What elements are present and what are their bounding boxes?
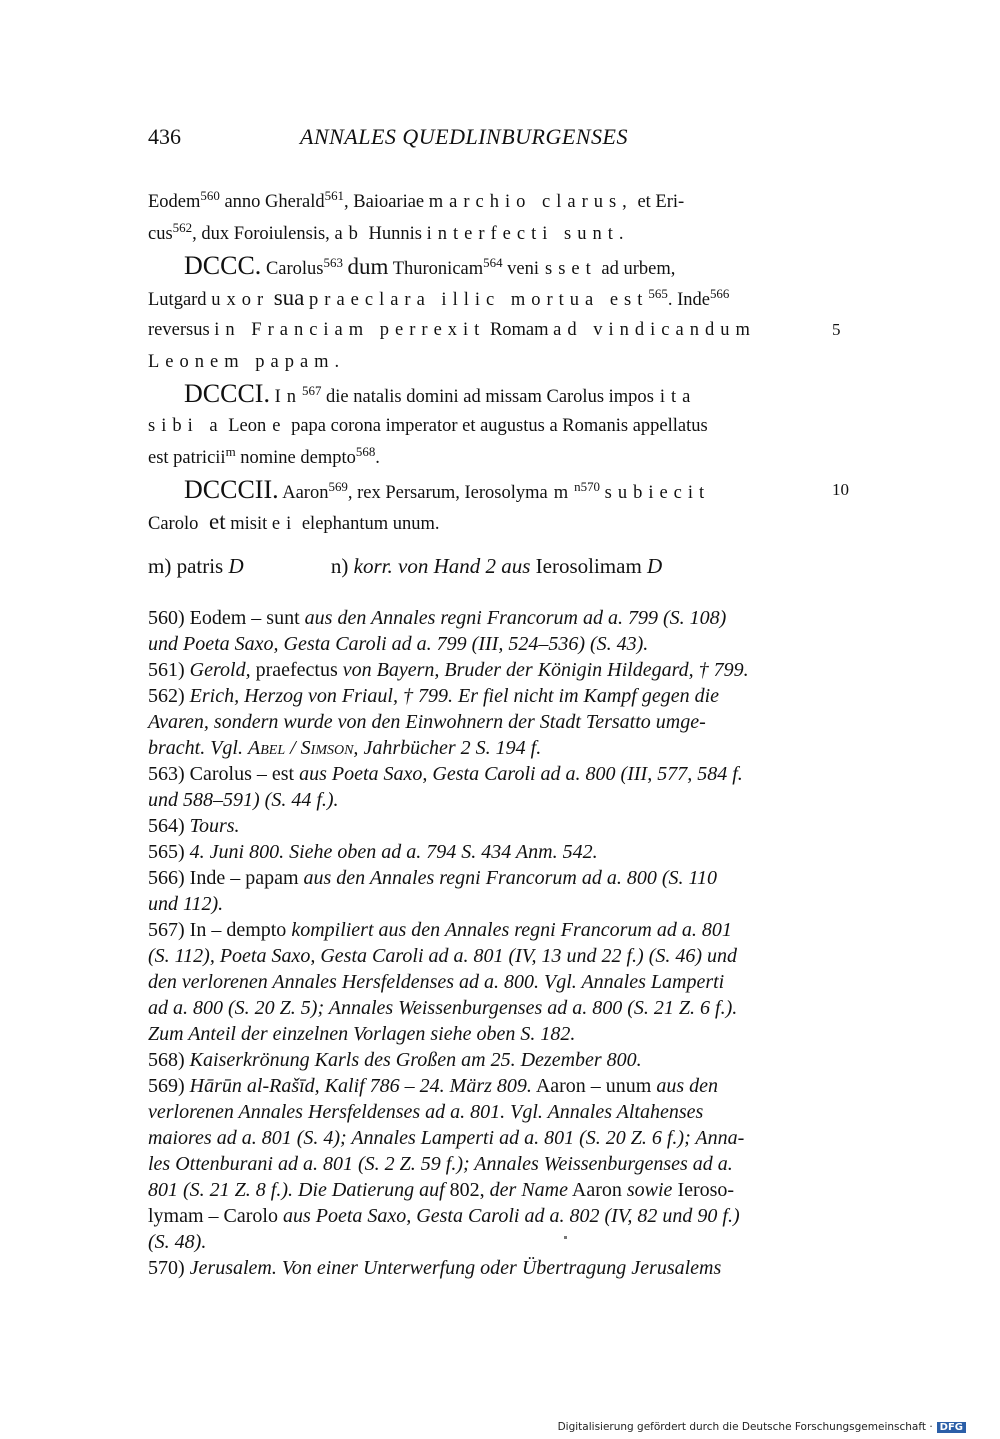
year-heading: DCCC.	[184, 251, 262, 280]
text-line-6: Leonem papam.	[148, 352, 346, 372]
scan-speck	[564, 1236, 567, 1239]
line-number-10: 10	[832, 480, 849, 499]
note-line: und Poeta Saxo, Gesta Caroli ad a. 799 (III, 524–536) (S. 43).	[148, 633, 649, 655]
note-line: 564) Tours.	[148, 815, 240, 837]
note-line: 562) Erich, Herzog von Friaul, † 799. Er fiel nicht im Kampf gegen die	[148, 685, 720, 707]
note-line: maiores ad a. 801 (S. 4); Annales Lamperti ad a. 801 (S. 20 Z. 6 f.); Anna-	[148, 1127, 745, 1149]
note-line: und 588–591) (S. 44 f.).	[148, 789, 339, 811]
page-number: 436	[148, 124, 181, 149]
note-line: les Ottenburani ad a. 801 (S. 2 Z. 59 f.); Annales Weissenburgenses ad a.	[148, 1153, 733, 1175]
year-heading: DCCCII.	[184, 475, 279, 504]
note-line: ad a. 800 (S. 20 Z. 5); Annales Weissenburgenses ad a. 800 (S. 21 Z. 6 f.).	[148, 997, 738, 1019]
text-line-7: DCCCI. In$^{567}$ die natalis domini ad missam Carolus imposita	[184, 379, 697, 408]
text-line-9: est patricii$^m$ nomine dempto$^{568}$.	[148, 443, 380, 468]
running-title: ANNALES QUEDLINBURGENSES	[300, 124, 628, 149]
dfg-logo: DFG	[937, 1422, 966, 1433]
note-line: 561) Gerold, praefectus von Bayern, Bruder der Königin Hildegard, † 799.	[148, 659, 749, 681]
note-line: 565) 4. Juni 800. Siehe oben ad a. 794 S. 434 Anm. 542.	[148, 841, 598, 863]
note-line: 569) Hārūn al-Rašīd, Kalif 786 – 24. März 809. Aaron – unum aus den	[148, 1075, 719, 1097]
text-line-2: cus$^{562}$, dux Foroiulensis, ab Hunnis interfecti sunt.	[148, 219, 630, 244]
note-line: 801 (S. 21 Z. 8 f.). Die Datierung auf 802, der Name Aaron sowie Ieroso-	[148, 1179, 735, 1201]
note-line: und 112).	[148, 893, 224, 915]
text-line-8: sibi a Leone papa corona imperator et augustus a Romanis appellatus	[148, 416, 708, 436]
note-line: den verlorenen Annales Hersfeldenses ad a. 800. Vgl. Annales Lamperti	[148, 971, 725, 993]
text-line-1: Eodem$^{560}$ anno Gherald$^{561}$, Baioariae marchio clarus, et Eri-	[148, 187, 685, 212]
apparatus-note-m: m) patris D	[148, 554, 244, 578]
year-heading: DCCCI.	[184, 379, 270, 408]
note-line: lymam – Carolo aus Poeta Saxo, Gesta Caroli ad a. 802 (IV, 82 und 90 f.)	[148, 1205, 740, 1227]
note-line: 570) Jerusalem. Von einer Unterwerfung oder Übertragung Jerusalems	[148, 1257, 722, 1279]
note-line: 560) Eodem – sunt aus den Annales regni Francorum ad a. 799 (S. 108)	[148, 607, 727, 629]
text-line-5: reversus in Franciam perrexit Romam ad vindicandum	[148, 320, 756, 340]
digitization-credit: Digitalisierung gefördert durch die Deutsche Forschungsgemeinschaft · DFG	[558, 1421, 966, 1433]
text-line-3: DCCC. Carolus$^{563}$ dum Thuronicam$^{564}$ venisset ad urbem,	[184, 251, 676, 280]
note-line: (S. 112), Poeta Saxo, Gesta Caroli ad a. 801 (IV, 13 und 22 f.) (S. 46) und	[148, 945, 738, 967]
note-line: 566) Inde – papam aus den Annales regni Francorum ad a. 800 (S. 110	[148, 867, 718, 889]
note-line: Avaren, sondern wurde von den Einwohnern der Stadt Tersatto umge-	[148, 711, 706, 733]
note-line: verlorenen Annales Hersfeldenses ad a. 801. Vgl. Annales Altahenses	[148, 1101, 704, 1123]
note-line: 568) Kaiserkrönung Karls des Großen am 25. Dezember 800.	[148, 1049, 642, 1071]
apparatus-note-n: n) korr. von Hand 2 aus Ierosolimam D	[330, 554, 663, 578]
note-line: bracht. Vgl. Abel / Simson, Jahrbücher 2 S. 194 f.	[148, 737, 542, 759]
note-line: (S. 48).	[148, 1231, 207, 1253]
note-line: Zum Anteil der einzelnen Vorlagen siehe oben S. 182.	[148, 1023, 576, 1045]
line-number-5: 5	[832, 320, 841, 339]
note-line: 567) In – dempto kompiliert aus den Annales regni Francorum ad a. 801	[148, 919, 732, 941]
note-line: 563) Carolus – est aus Poeta Saxo, Gesta Caroli ad a. 800 (III, 577, 584 f.	[148, 763, 743, 785]
text-line-11: Carolo et misit ei elephantum unum.	[148, 509, 440, 534]
text-line-4: Lutgard uxor sua praeclara illic mortua est$^{565}$. Inde$^{566}$	[148, 285, 730, 310]
text-line-10: DCCCII. Aaron$^{569}$, rex Persarum, Ierosolymam$^{n570}$ subiecit	[184, 475, 711, 504]
apparatus-line	[148, 553, 798, 579]
